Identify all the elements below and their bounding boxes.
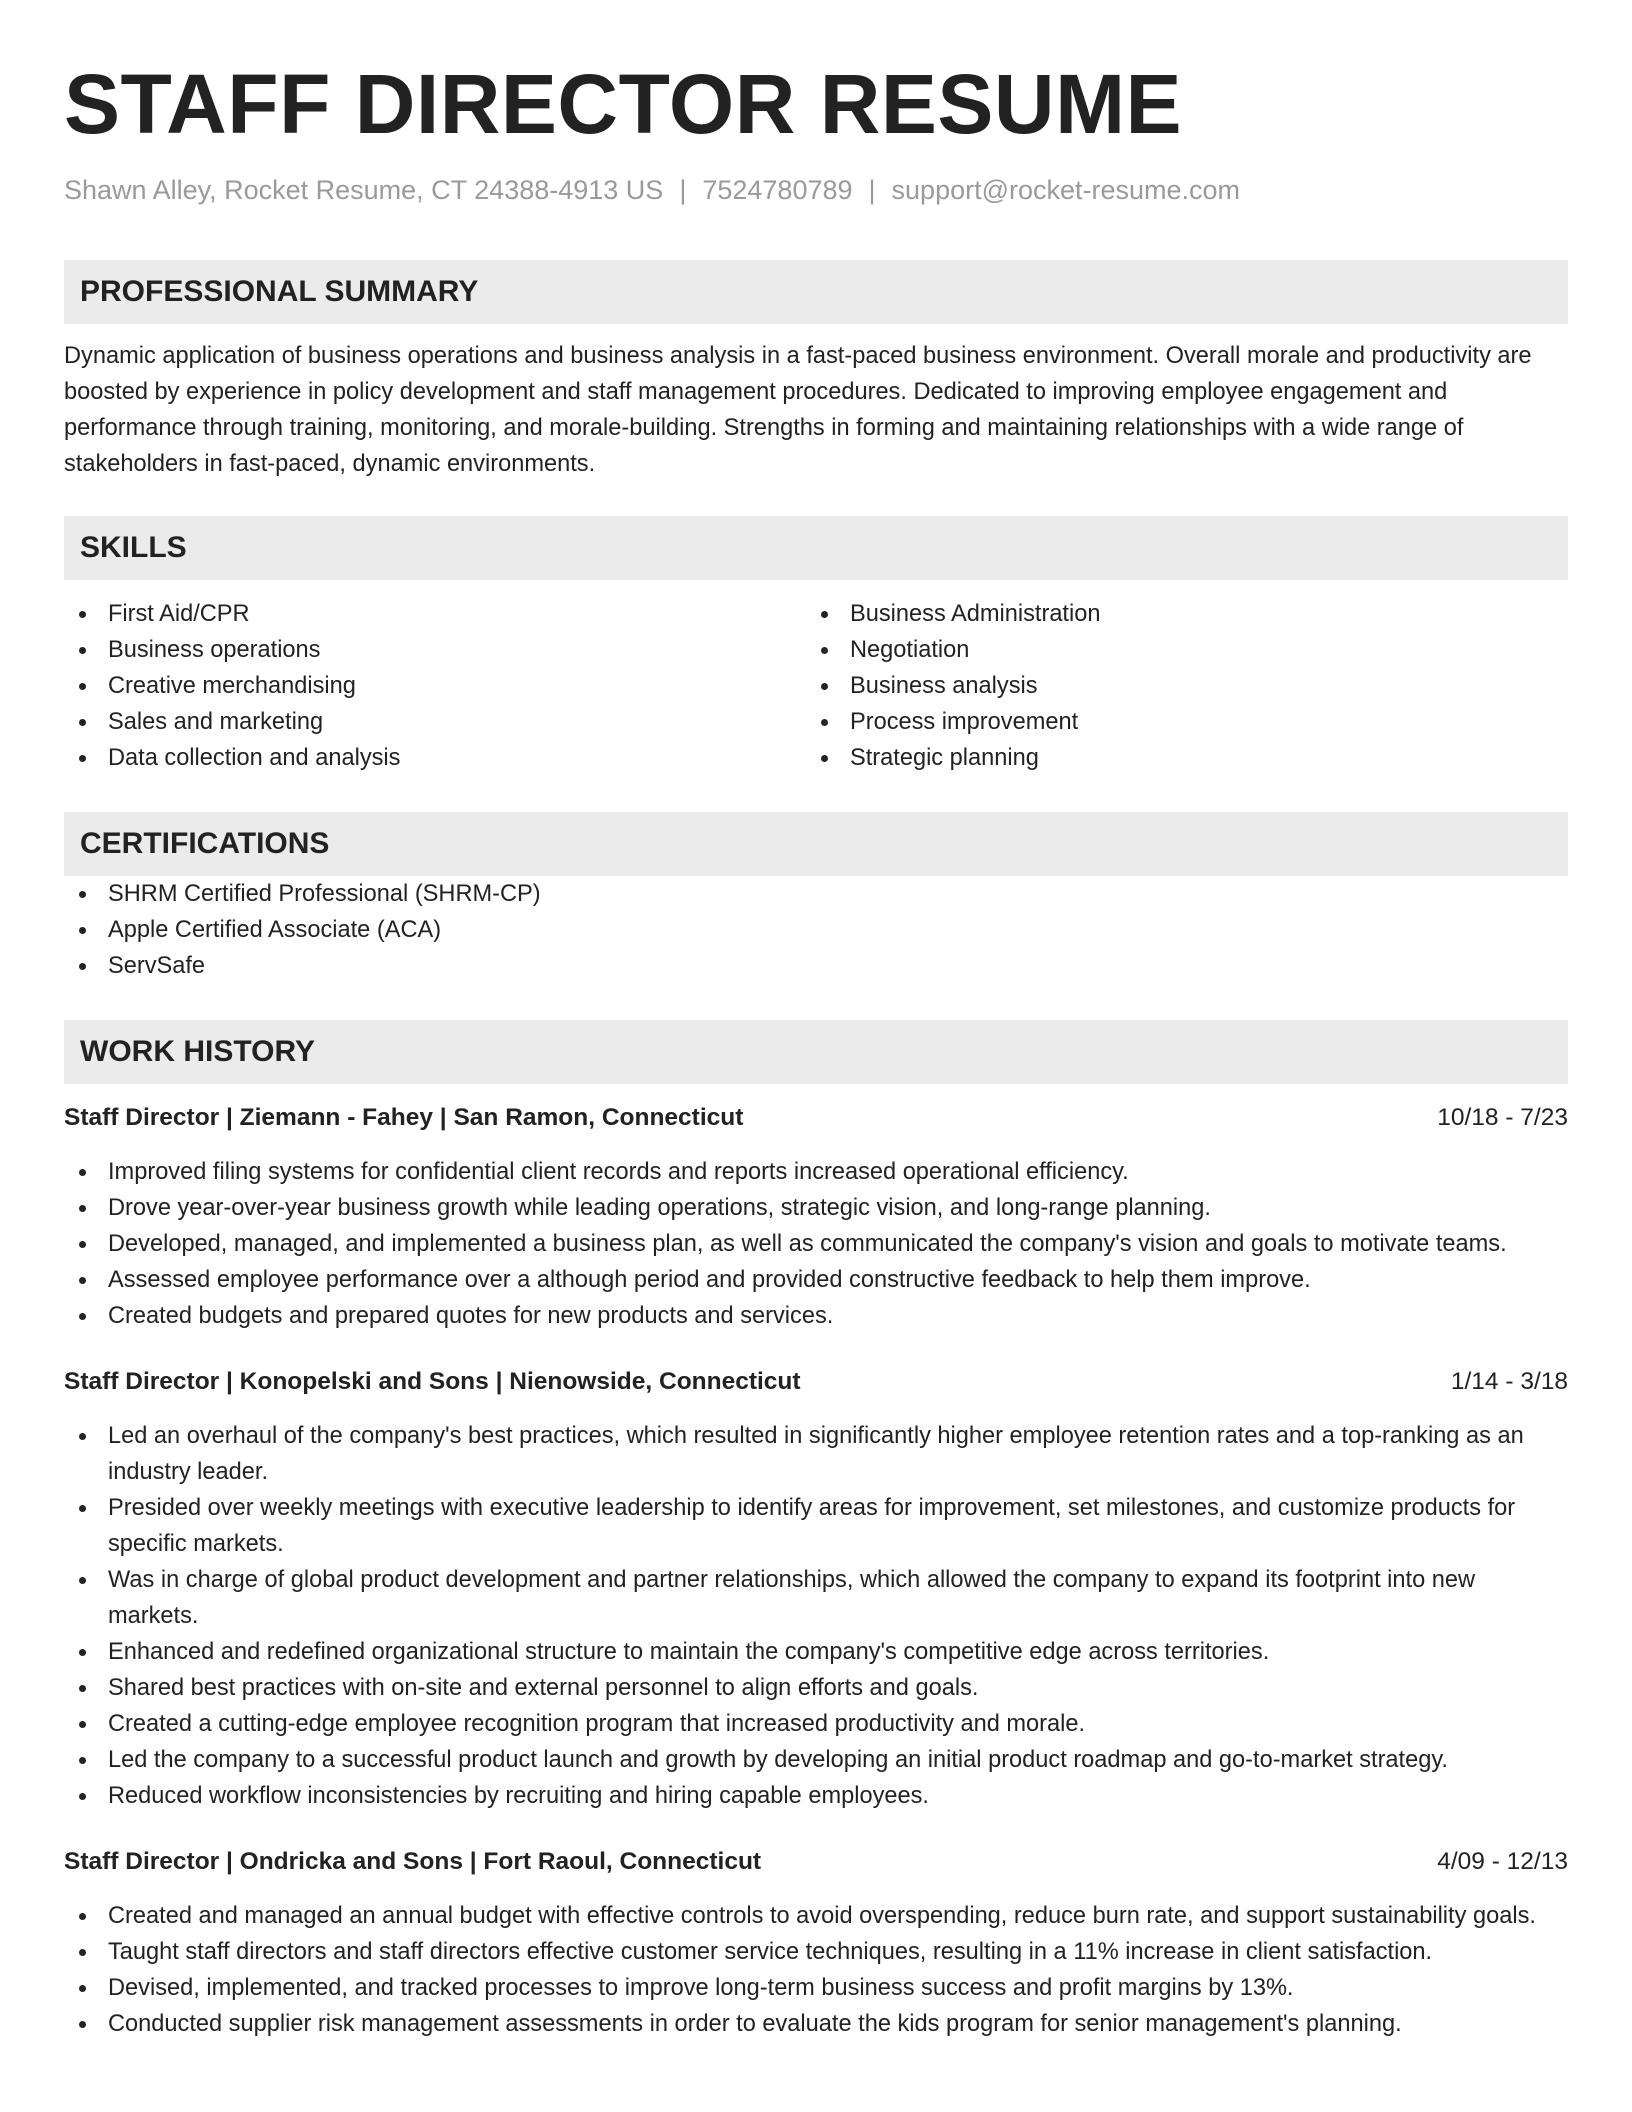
- job-title: Staff Director | Ziemann - Fahey | San Ramon, Connecticut: [64, 1104, 744, 1131]
- job-entry: [64, 1844, 1568, 2042]
- job-header: [64, 1364, 1568, 1400]
- job-bullet: Presided over weekly meetings with executive leadership to identify areas for improvement, set milestones, and customize products for specific markets.: [64, 1490, 1568, 1562]
- job-bullet: Improved filing systems for confidential client records and reports increased operational efficiency.: [64, 1154, 1568, 1190]
- job-title: Staff Director | Ondricka and Sons | Fort Raoul, Connecticut: [64, 1848, 762, 1875]
- section-heading-certifications: CERTIFICATIONS: [64, 812, 1568, 876]
- resume-title: STAFF DIRECTOR RESUME: [64, 57, 1183, 151]
- job-title: Staff Director | Konopelski and Sons | Nienowside, Connecticut: [64, 1368, 801, 1395]
- job-entry: [64, 1364, 1568, 1814]
- job-bullet: Assessed employee performance over a although period and provided constructive feedback to help them improve.: [64, 1262, 1568, 1298]
- skill-item: First Aid/CPR: [64, 596, 806, 632]
- skill-item: Data collection and analysis: [64, 740, 806, 776]
- contact-separator: |: [868, 175, 876, 205]
- job-bullet: Created a cutting-edge employee recognition program that increased productivity and morale.: [64, 1706, 1568, 1742]
- job-bullet: Enhanced and redefined organizational structure to maintain the company's competitive edge across territories.: [64, 1634, 1568, 1670]
- contact-email[interactable]: support@rocket-resume.com: [891, 175, 1241, 205]
- job-bullet: Created and managed an annual budget with effective controls to avoid overspending, reduce burn rate, and support sustainability goals.: [64, 1898, 1568, 1934]
- job-header: [64, 1844, 1568, 1880]
- job-entry: [64, 1100, 1568, 1334]
- job-bullet: Created budgets and prepared quotes for new products and services.: [64, 1298, 1568, 1334]
- job-header: [64, 1100, 1568, 1136]
- certification-item: Apple Certified Associate (ACA): [64, 912, 1568, 948]
- job-bullets: [64, 1418, 1568, 1814]
- job-dates: 10/18 - 7/23: [1437, 1104, 1568, 1131]
- summary-text: Dynamic application of business operations and business analysis in a fast-paced business environment. Overall morale and productivity are boosted by experience in policy development and staff management procedures. Dedicated to improving employee engagement and performance through training, monitoring, and morale-building. Strengths in forming and maintaining relationships with a wide range of stakeholders in fast-paced, dynamic environments.: [64, 343, 1532, 477]
- job-bullet: Led the company to a successful product launch and growth by developing an initial product roadmap and go-to-market strategy.: [64, 1742, 1568, 1778]
- skill-item: Creative merchandising: [64, 668, 806, 704]
- skill-item: Process improvement: [806, 704, 1548, 740]
- certification-item: SHRM Certified Professional (SHRM-CP): [64, 876, 1568, 912]
- job-bullet: Conducted supplier risk management assessments in order to evaluate the kids program for senior management's planning.: [64, 2006, 1568, 2042]
- job-bullet: Taught staff directors and staff directors effective customer service techniques, resulting in a 11% increase in client satisfaction.: [64, 1934, 1568, 1970]
- job-dates: 1/14 - 3/18: [1450, 1368, 1568, 1395]
- section-heading-summary: PROFESSIONAL SUMMARY: [64, 260, 1568, 324]
- contact-line: [64, 172, 1568, 208]
- certifications-list: [64, 876, 1568, 984]
- skill-item: Negotiation: [806, 632, 1548, 668]
- skills-columns: [64, 596, 1568, 776]
- job-bullets: [64, 1154, 1568, 1334]
- skills-list-right: [806, 596, 1548, 776]
- job-bullet: Shared best practices with on-site and external personnel to align efforts and goals.: [64, 1670, 1568, 1706]
- job-dates: 4/09 - 12/13: [1437, 1848, 1568, 1875]
- contact-phone: 7524780789: [702, 175, 853, 205]
- skill-item: Business analysis: [806, 668, 1548, 704]
- section-heading-skills: SKILLS: [64, 516, 1568, 580]
- contact-separator: |: [679, 175, 687, 205]
- job-bullet: Was in charge of global product development and partner relationships, which allowed the company to expand its footprint into new markets.: [64, 1562, 1568, 1634]
- job-bullet: Led an overhaul of the company's best practices, which resulted in significantly higher employee retention rates and a top-ranking as an industry leader.: [64, 1418, 1568, 1490]
- job-bullets: [64, 1898, 1568, 2042]
- job-bullet: Drove year-over-year business growth while leading operations, strategic vision, and long-range planning.: [64, 1190, 1568, 1226]
- job-bullet: Devised, implemented, and tracked processes to improve long-term business success and profit margins by 13%.: [64, 1970, 1568, 2006]
- section-heading-work-history: WORK HISTORY: [64, 1020, 1568, 1084]
- skill-item: Business operations: [64, 632, 806, 668]
- skills-list-left: [64, 596, 806, 776]
- certification-item: ServSafe: [64, 948, 1568, 984]
- job-bullet: Reduced workflow inconsistencies by recruiting and hiring capable employees.: [64, 1778, 1568, 1814]
- resume-page: [64, 50, 1568, 2042]
- skill-item: Business Administration: [806, 596, 1548, 632]
- job-bullet: Developed, managed, and implemented a business plan, as well as communicated the company's vision and goals to motivate teams.: [64, 1226, 1568, 1262]
- skill-item: Strategic planning: [806, 740, 1548, 776]
- contact-address: Shawn Alley, Rocket Resume, CT 24388-4913 US: [64, 175, 664, 205]
- skill-item: Sales and marketing: [64, 704, 806, 740]
